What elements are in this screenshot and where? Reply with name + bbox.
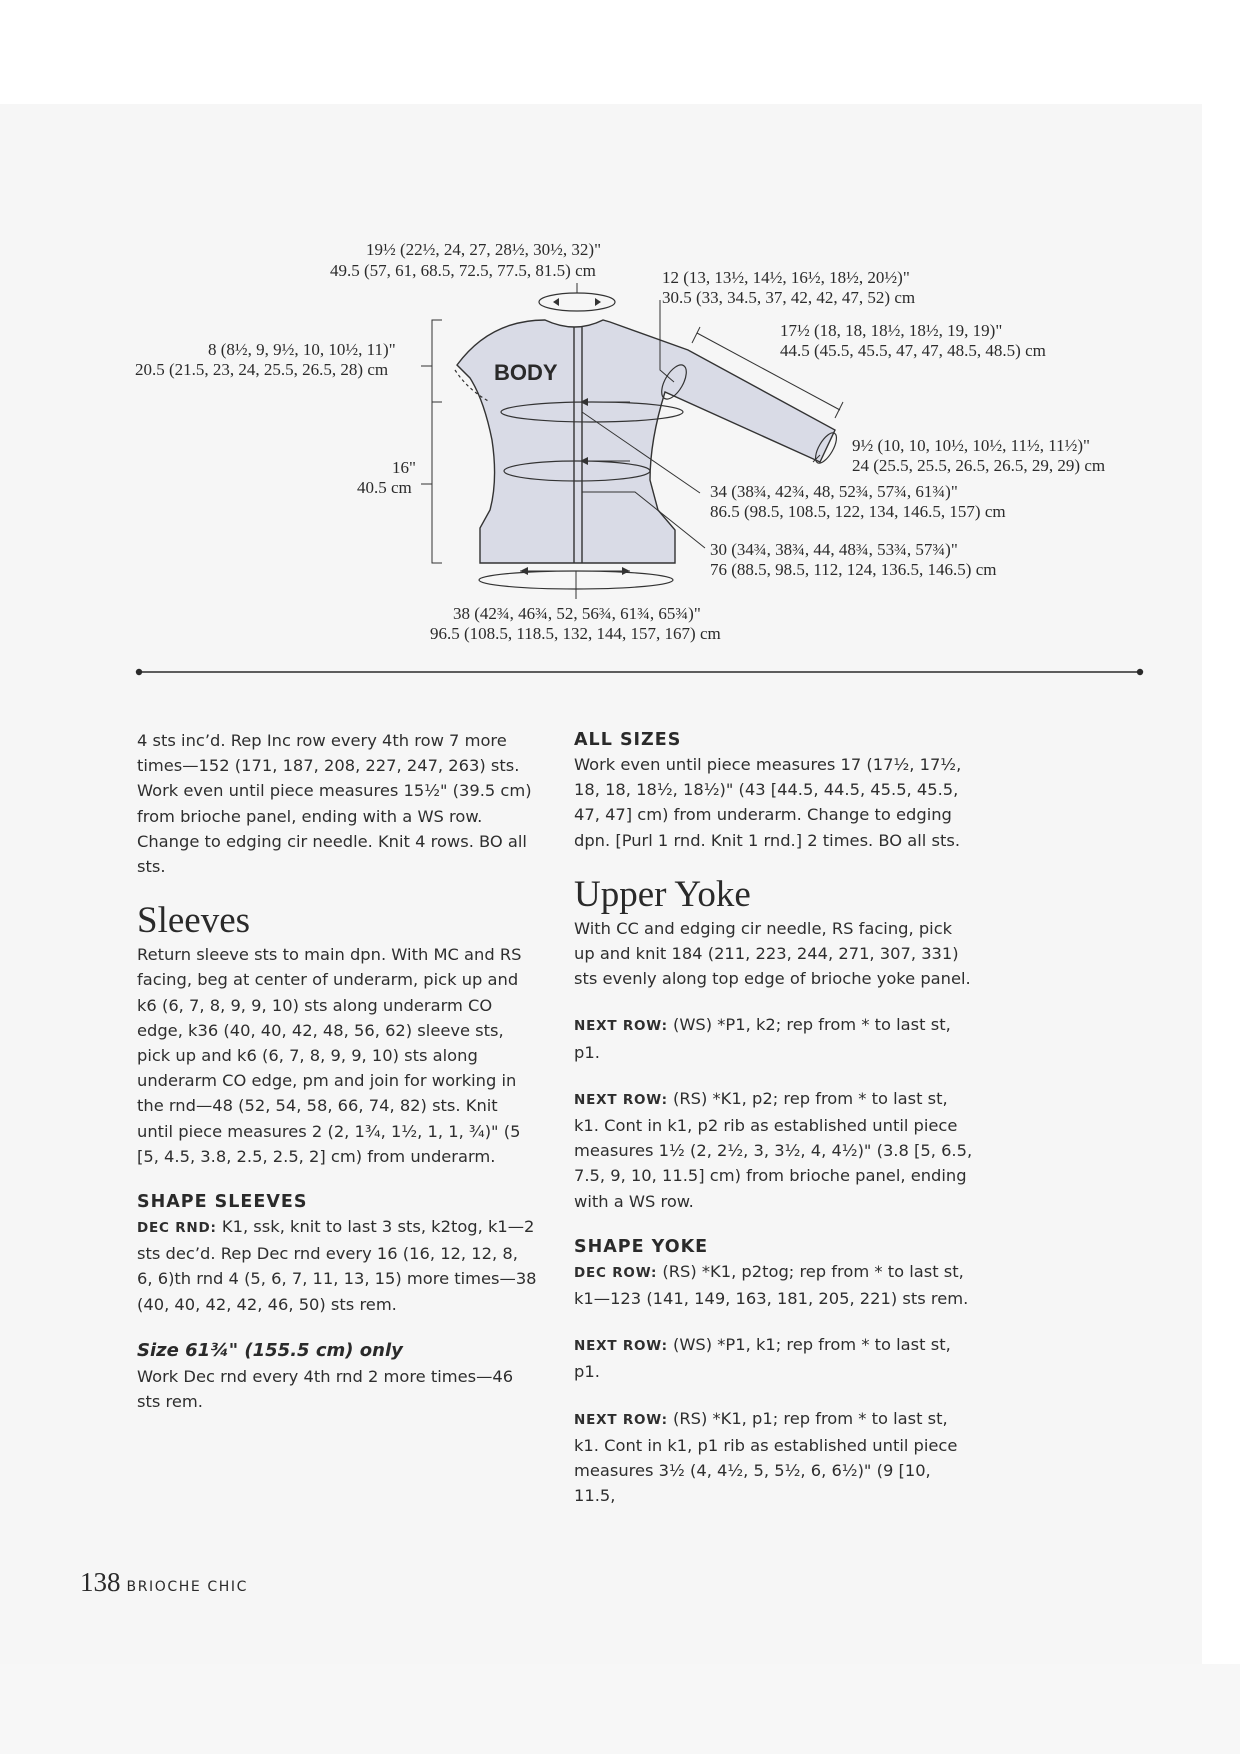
sleeve-length-in: 17½ (18, 18, 18½, 18½, 19, 19)"	[780, 321, 1003, 340]
yoke-depth-cm: 20.5 (21.5, 23, 24, 25.5, 26.5, 28) cm	[135, 360, 389, 379]
bust-in: 34 (38¾, 42¾, 48, 52¾, 57¾, 61¾)"	[710, 482, 958, 501]
hip-in: 38 (42¾, 46¾, 52, 56¾, 61¾, 65¾)"	[453, 604, 701, 623]
sleeves-paragraph: Return sleeve sts to main dpn. With MC and RS facing, beg at center of underarm, pick up and k6 (6, 7, 8, 9, 9, 10) sts along underarm CO edge, k36 (40, 40, 42, 48, 56, 62) sleeve sts, pick up and k6 (6, 7, 8, 9, 9, 10) sts along underarm CO edge, pm and join for working in the rnd—48 (52, 54, 58, 66, 74, 82) sts. Knit until piece measures 2 (2, 1¾, 1½, 1, 1, ¾)" (5 [5, 4.5, 3.8, 2.5, 2.5, 2] cm) from underarm.	[137, 945, 522, 1166]
all-sizes-paragraph: Work even until piece measures 17 (17½, 17½, 18, 18, 18½, 18½)" (43 [44.5, 44.5, 45.5, 45.5, 47, 47] cm) from underarm. Change to edging dpn. [Purl 1 rnd. Knit 1 rnd.] 2 times. BO all sts.	[574, 755, 962, 850]
sleeve-length-cm: 44.5 (45.5, 45.5, 47, 47, 48.5, 48.5) cm	[780, 341, 1046, 360]
next-row-lead: NEXT ROW:	[574, 1091, 668, 1108]
dec-row-lead: DEC ROW:	[574, 1264, 658, 1281]
dec-row-paragraph: DEC ROW: (RS) *K1, p2tog; rep from * to last st, k1—123 (141, 149, 163, 181, 205, 221) sts rem.	[574, 1261, 969, 1309]
bust-cm: 86.5 (98.5, 108.5, 122, 134, 146.5, 157) cm	[710, 502, 1006, 521]
next-row-4: NEXT ROW: (RS) *K1, p1; rep from * to last st, k1. Cont in k1, p1 rib as established until piece measures 3½ (4, 4½, 5, 5½, 6, 6½)" (9 [10, 11.5,	[574, 1408, 958, 1506]
all-sizes-heading: ALL SIZES	[574, 730, 682, 750]
schematic-diagram	[0, 0, 1240, 700]
body-length-bracket	[432, 402, 442, 563]
sleeves-heading: Sleeves	[137, 900, 251, 942]
next-row-3: NEXT ROW: (WS) *P1, k1; rep from * to last st, p1.	[574, 1335, 951, 1382]
body-label: BODY	[494, 360, 558, 385]
upper-yoke-heading: Upper Yoke	[574, 873, 751, 915]
waist-cm: 76 (88.5, 98.5, 112, 124, 136.5, 146.5) cm	[710, 560, 997, 579]
body-length-in: 16"	[392, 458, 416, 477]
body-length-cm: 40.5 cm	[357, 478, 412, 497]
neck-width-cm: 49.5 (57, 61, 68.5, 72.5, 77.5, 81.5) cm	[330, 261, 596, 280]
yoke-depth-bracket	[432, 320, 442, 402]
size-heading: Size 61¾" (155.5 cm) only	[137, 1339, 403, 1361]
next-row-1: NEXT ROW: (WS) *P1, k2; rep from * to last st, p1.	[574, 1015, 951, 1062]
upper-arm-cm: 30.5 (33, 34.5, 37, 42, 42, 47, 52) cm	[662, 288, 916, 307]
size-paragraph: Work Dec rnd every 4th rnd 2 more times—46 sts rem.	[137, 1366, 514, 1412]
yoke-depth-in: 8 (8½, 9, 9½, 10, 10½, 11)"	[208, 340, 396, 359]
dec-rnd-text: K1, ssk, knit to last 3 sts, k2tog, k1—2 sts dec’d. Rep Dec rnd every 16 (16, 12, 12, 8, 6, 6)th rnd 4 (5, 6, 7, 11, 13, 15) more times—38 (40, 40, 42, 42, 46, 50) sts rem.	[137, 1217, 537, 1314]
right-column	[574, 728, 974, 1508]
waist-in: 30 (34¾, 38¾, 44, 48¾, 53¾, 57¾)"	[710, 540, 958, 559]
garment-silhouette	[457, 320, 835, 563]
left-column	[137, 728, 537, 1414]
next-row-lead: NEXT ROW:	[574, 1018, 668, 1035]
next-row-2: NEXT ROW: (RS) *K1, p2; rep from * to last st, k1. Cont in k1, p2 rib as established until piece measures 1½ (2, 2½, 3, 3½, 4, 4½)" (3.8 [5, 6.5, 7.5, 9, 10, 11.5] cm) from brioche panel, ending with a WS row.	[574, 1088, 973, 1211]
next-row-lead: NEXT ROW:	[574, 1338, 668, 1355]
neck-ellipse	[539, 293, 615, 311]
book-title: BRIOCHE CHIC	[126, 1579, 248, 1595]
page-number: 138	[80, 1567, 121, 1597]
dec-rnd-lead: DEC RND:	[137, 1220, 217, 1237]
hip-cm: 96.5 (108.5, 118.5, 132, 144, 157, 167) cm	[430, 624, 721, 643]
cuff-cm: 24 (25.5, 25.5, 26.5, 26.5, 29, 29) cm	[852, 456, 1106, 475]
upper-arm-in: 12 (13, 13½, 14½, 16½, 18½, 20½)"	[662, 268, 910, 287]
shape-sleeves-heading: SHAPE SLEEVES	[137, 1192, 308, 1213]
cuff-in: 9½ (10, 10, 10½, 10½, 11½, 11½)"	[852, 436, 1090, 455]
neck-width-in: 19½ (22½, 24, 27, 28½, 30½, 32)"	[366, 240, 602, 259]
intro-paragraph: 4 sts inc’d. Rep Inc row every 4th row 7 more times—152 (171, 187, 208, 227, 247, 263) sts. Work even until piece measures 15½" (39.5 cm) from brioche panel, ending with a WS row. Change to edging cir needle. Knit 4 rows. BO all sts.	[137, 731, 532, 877]
page-footer	[80, 1567, 248, 1598]
upper-yoke-paragraph: With CC and edging cir needle, RS facing, pick up and knit 184 (211, 223, 244, 271, 307, 331) sts evenly along top edge of brioche yoke panel.	[574, 918, 971, 989]
dec-rnd-paragraph	[137, 1214, 537, 1317]
next-row-lead: NEXT ROW:	[574, 1411, 668, 1428]
shape-yoke-heading: SHAPE YOKE	[574, 1236, 709, 1257]
